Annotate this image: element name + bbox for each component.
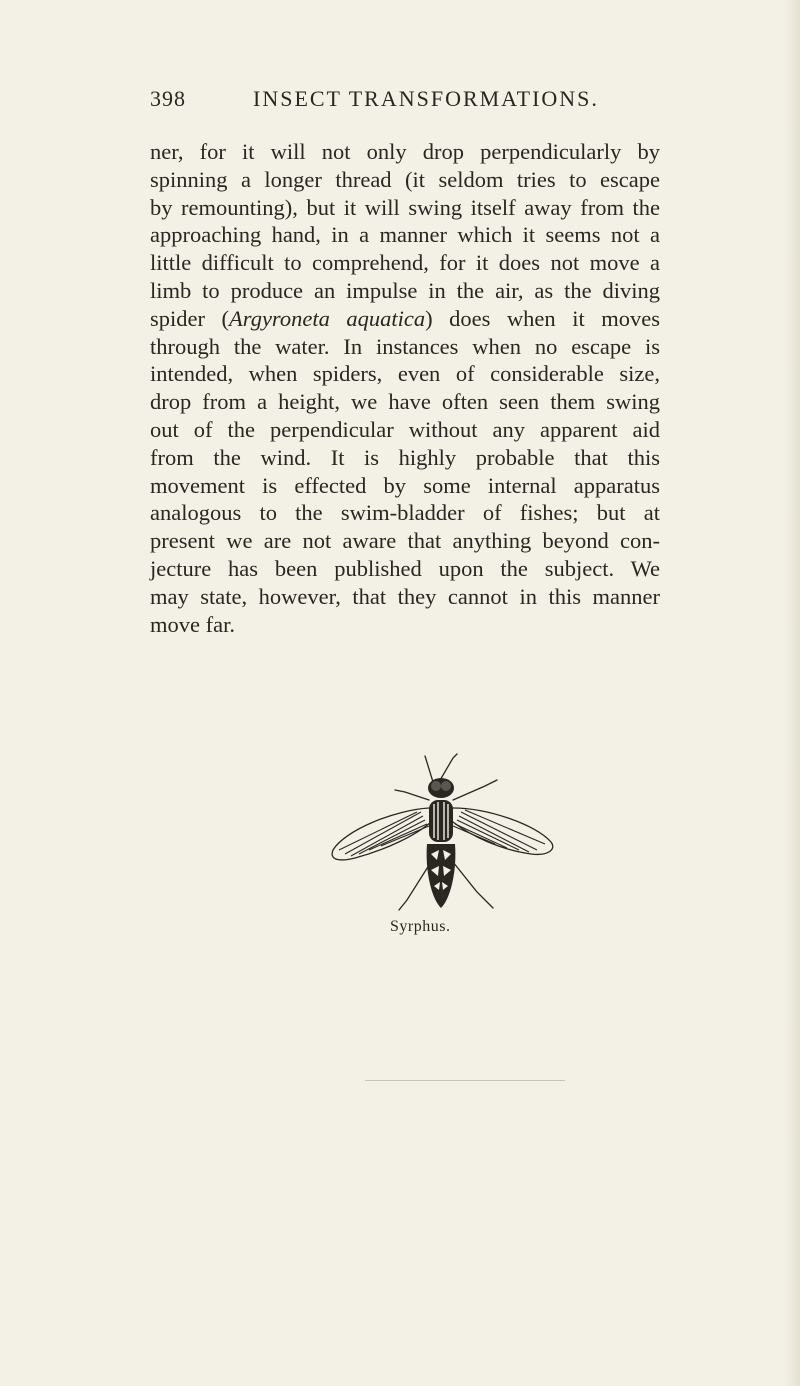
text-line: through the water. In instances when no escape is bbox=[150, 333, 660, 359]
page-header bbox=[150, 86, 658, 116]
text-line: spinning a longer thread (it seldom tries to escape bbox=[150, 166, 660, 192]
text-line-species bbox=[150, 305, 660, 333]
text-line: analogous to the swim-bladder of fishes; but at bbox=[150, 500, 660, 526]
text-line: approaching hand, in a manner which it seems not a bbox=[150, 222, 660, 248]
text-line: little difficult to comprehend, for it does not move a bbox=[150, 250, 660, 276]
divider bbox=[365, 1080, 565, 1081]
text-line: out of the perpendicular without any apparent aid bbox=[150, 416, 660, 442]
text-fragment: spider ( bbox=[150, 305, 230, 331]
fly-icon bbox=[325, 750, 565, 920]
text-line: from the wind. It is highly probable that this bbox=[150, 444, 660, 470]
running-head: INSECT TRANSFORMATIONS. bbox=[253, 86, 599, 111]
text-line: may state, however, that they cannot in this manner bbox=[150, 583, 660, 609]
text-line: jecture has been published upon the subject. We bbox=[150, 555, 660, 581]
text-line: limb to produce an impulse in the air, as the diving bbox=[150, 277, 660, 303]
text-line: intended, when spiders, even of considerable size, bbox=[150, 361, 660, 387]
text-line: present we are not aware that anything beyond con- bbox=[150, 528, 660, 554]
page-edge bbox=[786, 0, 800, 1386]
page-number: 398 bbox=[150, 86, 186, 111]
figure-caption: Syrphus. bbox=[390, 918, 451, 935]
text-fragment: ) does when it moves bbox=[425, 305, 660, 331]
body-text bbox=[150, 138, 660, 638]
text-line: movement is effected by some internal apparatus bbox=[150, 472, 660, 498]
text-line: by remounting), but it will swing itself away from the bbox=[150, 194, 660, 220]
text-line: drop from a height, we have often seen them swing bbox=[150, 389, 660, 415]
text-line: ner, for it will not only drop perpendicularly by bbox=[150, 139, 660, 164]
text-line: move far. bbox=[150, 611, 235, 637]
syrphus-illustration bbox=[325, 750, 565, 920]
species-name: Argyroneta aquatica bbox=[229, 305, 426, 331]
